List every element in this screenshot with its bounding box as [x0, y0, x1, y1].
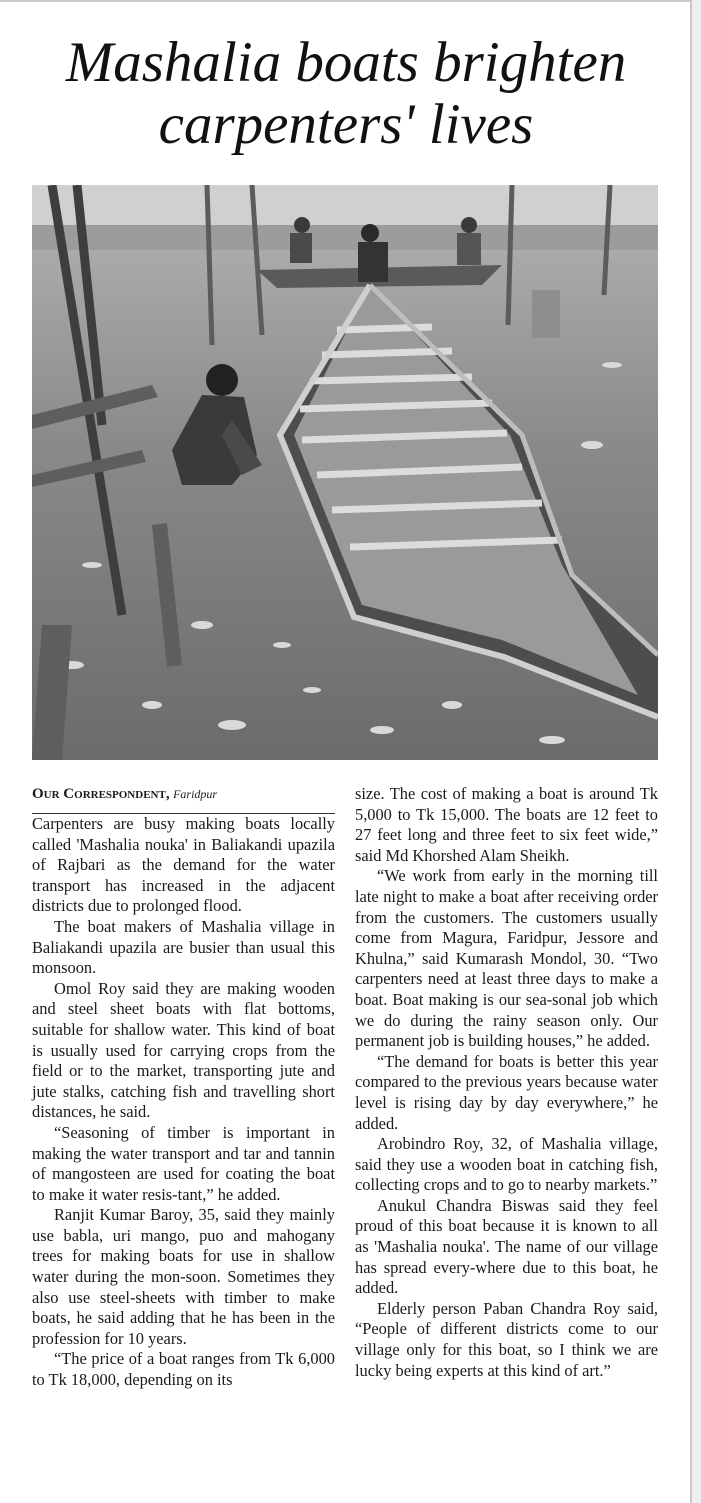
byline-location: Faridpur: [173, 787, 218, 801]
headline-line-2: carpenters' lives: [158, 93, 534, 156]
paragraph: The boat makers of Mashalia village in Baliakandi upazila are busier than usual this monsoon.: [32, 916, 335, 978]
paragraph: “We work from early in the morning till late night to make a boat after receiving order from the customers. The customers usually come from Magura, Faridpur, Jessore and Khulna,” said Kumarash Mondol, 30. “Two carpenters need at least three days to make a boat. Boat making is our sea-sonal job which we do during the rainy season only. Our permanent job is building houses,” he added.: [355, 866, 658, 1051]
byline-author: Our Correspondent,: [32, 786, 170, 802]
paragraph: Ranjit Kumar Baroy, 35, said they mainly use babla, uri mango, puo and mahogany trees for making boats for use in shallow water during the mon-soon. Sometimes they also use steel-sheets with timber to make boats, he said adding that he has been in the profession for 10 years.: [32, 1205, 335, 1348]
paragraph: “The price of a boat ranges from Tk 6,000 to Tk 18,000, depending on its: [32, 1349, 335, 1390]
byline: [32, 784, 335, 814]
headline-line-1: Mashalia boats brighten: [65, 31, 627, 94]
paragraph: Anukul Chandra Biswas said they feel proud of this boat because it is known to all as 'Mashalia nouka'. The name of our village has spread every-where due to this boat, he added.: [355, 1195, 658, 1298]
article-column-left: [32, 784, 335, 1391]
paragraph: Carpenters are busy making boats locally called 'Mashalia nouka' in Baliakandi upazila of Rajbari as the demand for the water transport has increased in the adjacent districts due to prolonged flood.: [32, 814, 335, 916]
paragraph: Elderly person Paban Chandra Roy said, “People of different districts come to our village only for this boat, so I think we are lucky being experts at this kind of art.”: [355, 1298, 658, 1380]
boat-photo: [32, 185, 658, 760]
paragraph: “The demand for boats is better this year compared to the previous years because water level is rising day by day everywhere,” he added.: [355, 1051, 658, 1133]
headline: [0, 32, 692, 156]
paragraph: Arobindro Roy, 32, of Mashalia village, said they use a wooden boat in catching fish, collecting crops and to go to nearby markets.”: [355, 1134, 658, 1195]
paragraph: size. The cost of making a boat is around Tk 5,000 to Tk 15,000. The boats are 12 feet to 27 feet long and three feet to six feet wide,” said Md Khorshed Alam Sheikh.: [355, 784, 658, 865]
paragraph: “Seasoning of timber is important in making the water transport and tar and tannin of mangosteen are used for coating the boat to make it water resis-tant,” he added.: [32, 1122, 335, 1204]
article-column-right: [355, 784, 658, 1381]
paragraph: Omol Roy said they are making wooden and steel sheet boats with flat bottoms, suitable for shallow water. This kind of boat is usually used for carrying crops from the field or to the market, transporting jute and jute stalks, catching fish and travelling short distances, he said.: [32, 978, 335, 1122]
